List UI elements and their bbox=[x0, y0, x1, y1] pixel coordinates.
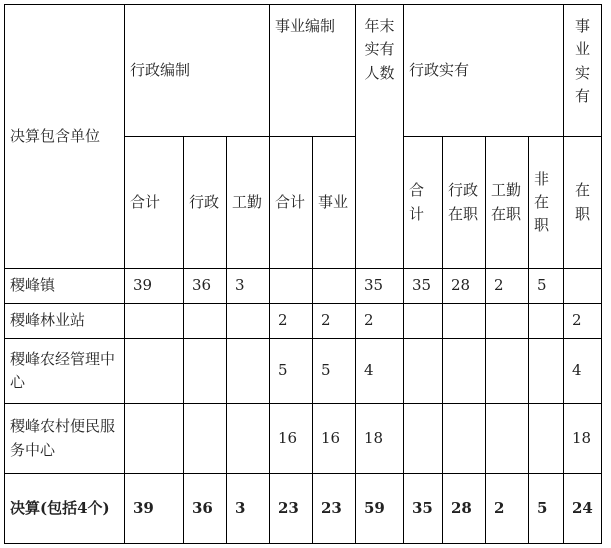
cell bbox=[486, 304, 529, 339]
cell: 16 bbox=[313, 404, 356, 474]
sub-actual-total: 合计 bbox=[404, 137, 443, 269]
header-career-actual: 事业实有 bbox=[564, 5, 602, 137]
sub-actual-admin-on: 行政在职 bbox=[443, 137, 486, 269]
cell: 4 bbox=[356, 339, 404, 404]
total-cell: 35 bbox=[404, 474, 443, 544]
row-unit: 稷峰镇 bbox=[5, 269, 125, 304]
header-year-end-actual: 年末实有人数 bbox=[356, 5, 404, 269]
cell bbox=[184, 404, 227, 474]
cell bbox=[125, 339, 184, 404]
sub-admin-worker: 工勤 bbox=[227, 137, 270, 269]
header-unit: 决算包含单位 bbox=[5, 5, 125, 269]
cell: 5 bbox=[529, 269, 564, 304]
cell bbox=[184, 339, 227, 404]
cell bbox=[184, 304, 227, 339]
total-cell: 5 bbox=[529, 474, 564, 544]
cell bbox=[443, 404, 486, 474]
cell: 28 bbox=[443, 269, 486, 304]
header-row-1 bbox=[5, 5, 602, 137]
cell bbox=[529, 404, 564, 474]
cell bbox=[404, 404, 443, 474]
sub-career-total: 合计 bbox=[270, 137, 313, 269]
total-cell: 36 bbox=[184, 474, 227, 544]
total-unit: 决算(包括4个) bbox=[5, 474, 125, 544]
cell bbox=[227, 304, 270, 339]
cell: 36 bbox=[184, 269, 227, 304]
cell: 4 bbox=[564, 339, 602, 404]
total-cell: 39 bbox=[125, 474, 184, 544]
total-cell: 59 bbox=[356, 474, 404, 544]
total-cell: 23 bbox=[313, 474, 356, 544]
sub-career-career: 事业 bbox=[313, 137, 356, 269]
cell bbox=[404, 339, 443, 404]
cell: 3 bbox=[227, 269, 270, 304]
cell bbox=[270, 269, 313, 304]
cell: 2 bbox=[356, 304, 404, 339]
cell bbox=[404, 304, 443, 339]
cell bbox=[227, 404, 270, 474]
sub-admin-admin: 行政 bbox=[184, 137, 227, 269]
cell: 2 bbox=[486, 269, 529, 304]
total-cell: 2 bbox=[486, 474, 529, 544]
cell: 2 bbox=[564, 304, 602, 339]
cell: 5 bbox=[313, 339, 356, 404]
sub-actual-non-on: 非在职 bbox=[529, 137, 564, 269]
row-unit: 稷峰农经管理中心 bbox=[5, 339, 125, 404]
cell: 18 bbox=[356, 404, 404, 474]
total-cell: 24 bbox=[564, 474, 602, 544]
cell bbox=[564, 269, 602, 304]
cell: 2 bbox=[313, 304, 356, 339]
cell bbox=[486, 404, 529, 474]
cell bbox=[125, 304, 184, 339]
cell: 2 bbox=[270, 304, 313, 339]
sub-actual-worker-on: 工勤在职 bbox=[486, 137, 529, 269]
row-unit: 稷峰农村便民服务中心 bbox=[5, 404, 125, 474]
table-row bbox=[5, 339, 602, 404]
table-row bbox=[5, 269, 602, 304]
cell: 18 bbox=[564, 404, 602, 474]
staffing-table bbox=[4, 4, 602, 544]
cell: 16 bbox=[270, 404, 313, 474]
sub-career-on: 在职 bbox=[564, 137, 602, 269]
cell bbox=[443, 304, 486, 339]
header-admin-actual: 行政实有 bbox=[404, 5, 564, 137]
staffing-table-wrapper bbox=[4, 4, 602, 544]
total-cell: 28 bbox=[443, 474, 486, 544]
table-row bbox=[5, 304, 602, 339]
total-cell: 3 bbox=[227, 474, 270, 544]
row-unit: 稷峰林业站 bbox=[5, 304, 125, 339]
cell bbox=[227, 339, 270, 404]
cell bbox=[529, 304, 564, 339]
cell: 39 bbox=[125, 269, 184, 304]
cell: 35 bbox=[404, 269, 443, 304]
cell bbox=[443, 339, 486, 404]
total-cell: 23 bbox=[270, 474, 313, 544]
cell bbox=[486, 339, 529, 404]
cell bbox=[529, 339, 564, 404]
cell bbox=[125, 404, 184, 474]
total-row bbox=[5, 474, 602, 544]
header-admin-staffing: 行政编制 bbox=[125, 5, 270, 137]
header-career-staffing: 事业编制 bbox=[270, 5, 356, 137]
cell bbox=[313, 269, 356, 304]
cell: 5 bbox=[270, 339, 313, 404]
cell: 35 bbox=[356, 269, 404, 304]
table-row bbox=[5, 404, 602, 474]
sub-admin-total: 合计 bbox=[125, 137, 184, 269]
